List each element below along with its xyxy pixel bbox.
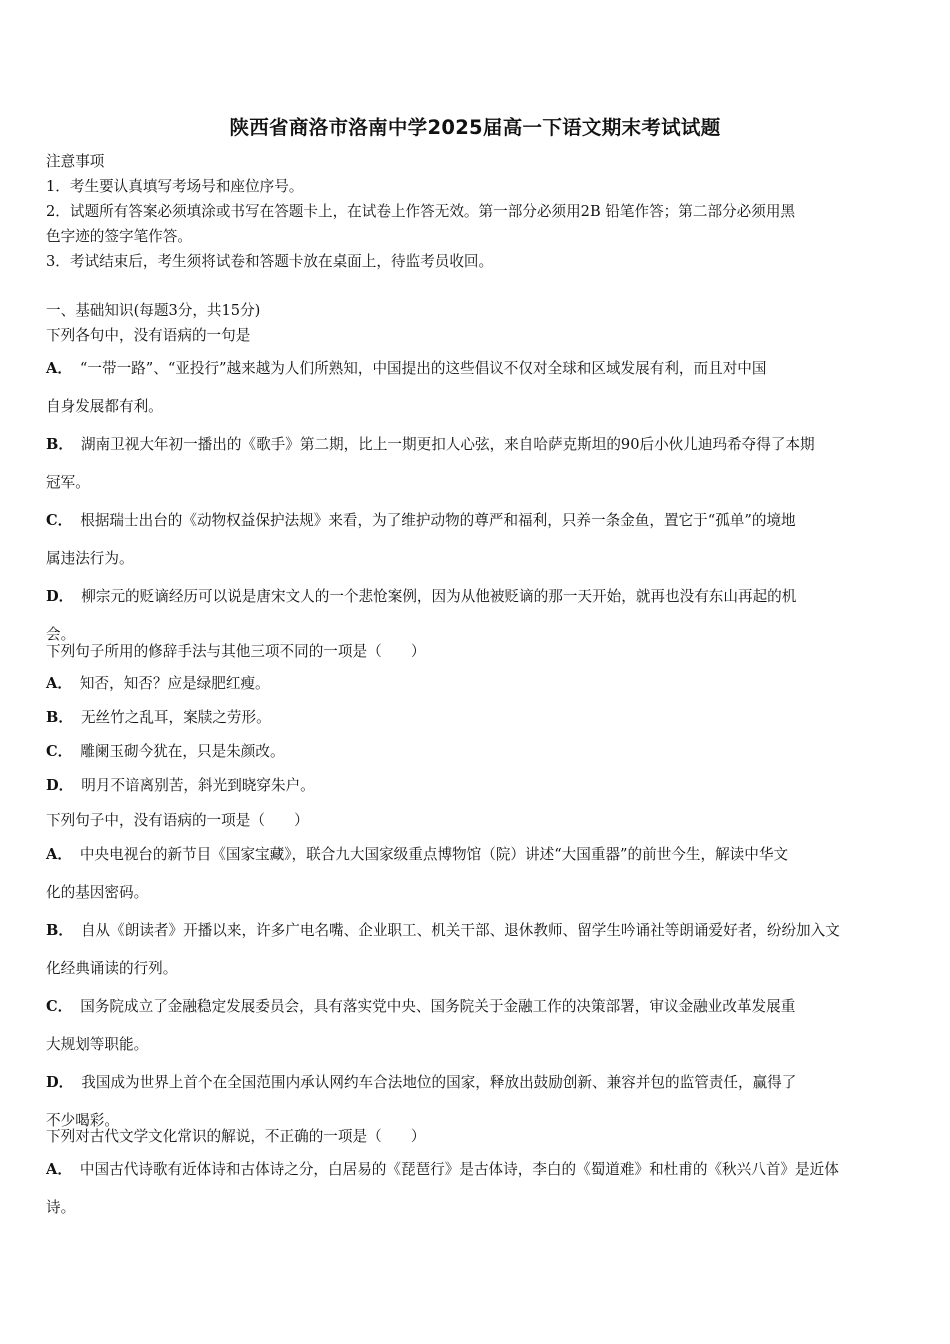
- option-line: [46, 769, 908, 803]
- notice-line: 1．考生要认真填写考场号和座位序号。: [46, 178, 304, 195]
- option-line: 化的基因密码。: [46, 884, 149, 901]
- notice-heading: 注意事项: [46, 153, 105, 170]
- option-line: 化经典诵读的行列。: [46, 960, 178, 977]
- option-text: 自从《朗读者》开播以来，许多广电名嘴、企业职工、机关干部、退休教师、留学生吟诵社等朗诵爱好者，纷纷加入文: [80, 922, 840, 939]
- question-options: [46, 836, 908, 1140]
- option-label: B．: [46, 922, 73, 939]
- option-line: 属违法行为。: [46, 550, 134, 567]
- option-line: [46, 912, 908, 950]
- option-line: [46, 836, 908, 874]
- option-label: C．: [46, 998, 73, 1015]
- option-line: [46, 701, 908, 735]
- option-label: D．: [46, 588, 74, 605]
- question-options: [46, 1151, 908, 1227]
- option-line: 不少喝彩。: [46, 1112, 119, 1129]
- option-label: A．: [46, 360, 72, 377]
- question-options: [46, 350, 908, 654]
- option-line: [46, 735, 908, 769]
- option-text: 知否，知否？应是绿肥红瘦。: [79, 675, 270, 692]
- option-line: [46, 578, 908, 616]
- option-line: [46, 426, 908, 464]
- option-label: D．: [46, 777, 74, 794]
- notice-line: 2．试题所有答案必须填涂或书写在答题卡上，在试卷上作答无效。第一部分必须用2B 铅笔作答；第二部分必须用黑: [46, 203, 796, 220]
- page-title: 陕西省商洛市洛南中学2025届高一下语文期末考试试题: [229, 116, 721, 139]
- option-text: 柳宗元的贬谪经历可以说是唐宋文人的一个悲怆案例，因为从他被贬谪的那一天开始，就再也没有东山再起的机: [81, 588, 797, 605]
- option-text: 无丝竹之乱耳，案牍之劳形。: [80, 709, 271, 726]
- question-stem: 下列对古代文学文化常识的解说，不正确的一项是（ ）: [46, 1128, 426, 1145]
- option-line: [46, 667, 908, 701]
- option-text: 我国成为世界上首个在全国范围内承认网约车合法地位的国家，释放出鼓励创新、兼容并包的监管责任，赢得了: [81, 1074, 797, 1091]
- option-line: [46, 1064, 908, 1102]
- option-line: [46, 350, 908, 388]
- option-line: [46, 1151, 908, 1189]
- option-label: A．: [46, 1161, 72, 1178]
- option-label: B．: [46, 709, 73, 726]
- option-line: 大规划等职能。: [46, 1036, 149, 1053]
- option-line: 会。: [46, 626, 76, 643]
- notice-line: 3．考试结束后，考生须将试卷和答题卡放在桌面上，待监考员收回。: [46, 253, 494, 270]
- option-label: A．: [46, 675, 72, 692]
- option-label: D．: [46, 1074, 74, 1091]
- option-text: 中央电视台的新节目《国家宝藏》，联合九大国家级重点博物馆（院）讲述“大国重器”的前世今生，解读中华文: [79, 846, 789, 863]
- option-text: 明月不谙离别苦，斜光到晓穿朱户。: [81, 777, 315, 794]
- option-text: 中国古代诗歌有近体诗和古体诗之分，白居易的《琵琶行》是古体诗，李白的《蜀道难》和杜甫的《秋兴八首》是近体: [79, 1161, 839, 1178]
- question-stem: 下列句子所用的修辞手法与其他三项不同的一项是（ ）: [46, 643, 426, 660]
- option-label: C．: [46, 743, 73, 760]
- question-options: [46, 667, 908, 803]
- notice-line: 色字迹的签字笔作答。: [46, 228, 192, 245]
- option-label: B．: [46, 436, 73, 453]
- option-text: 国务院成立了金融稳定发展委员会，具有落实党中央、国务院关于金融工作的决策部署，审议金融业改革发展重: [80, 998, 796, 1015]
- option-label: A．: [46, 846, 72, 863]
- option-label: C．: [46, 512, 73, 529]
- option-text: 湖南卫视大年初一播出的《歌手》第二期，比上一期更扣人心弦，来自哈萨克斯坦的90后小伙儿迪玛希夺得了本期: [80, 436, 815, 453]
- notice-section: [46, 149, 908, 274]
- question-stem: 下列各句中，没有语病的一句是: [46, 327, 251, 344]
- option-line: 冠军。: [46, 474, 90, 491]
- option-line: [46, 988, 908, 1026]
- option-text: “一带一路”、“亚投行”越来越为人们所熟知，中国提出的这些倡议不仅对全球和区域发展有利，而且对中国: [79, 360, 767, 377]
- section-heading: 一、基础知识(每题3分，共15分): [46, 302, 261, 319]
- option-text: 雕阑玉砌今犹在，只是朱颜改。: [80, 743, 285, 760]
- option-line: 自身发展都有利。: [46, 398, 163, 415]
- question-stem: 下列句子中，没有语病的一项是（ ）: [46, 812, 309, 829]
- option-line: 诗。: [46, 1199, 76, 1216]
- option-text: 根据瑞士出台的《动物权益保护法规》来看，为了维护动物的尊严和福利，只养一条金鱼，置它于“孤单”的境地: [80, 512, 796, 529]
- option-line: [46, 502, 908, 540]
